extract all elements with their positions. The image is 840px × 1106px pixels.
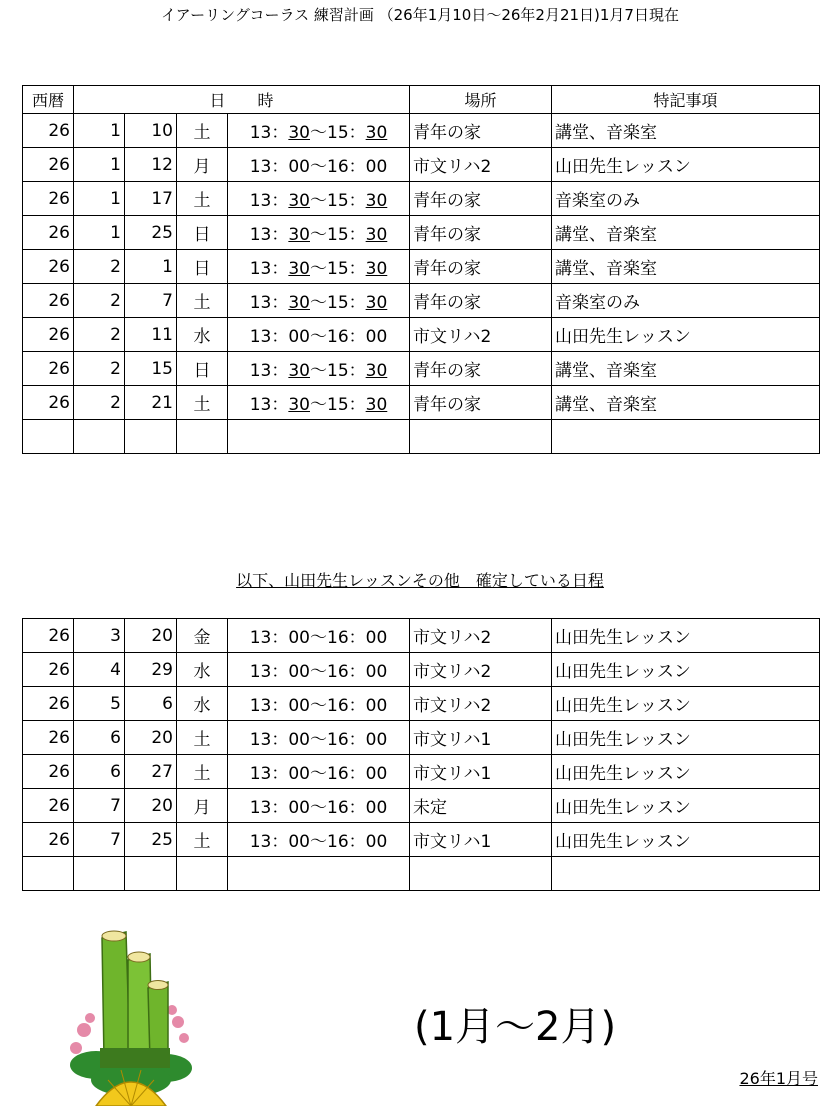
time-start-text: 13： xyxy=(249,293,289,313)
table-row xyxy=(23,687,820,721)
month-cell: 2 xyxy=(74,318,125,352)
place-cell: 青年の家 xyxy=(410,250,552,284)
place-cell: 市文リハ2 xyxy=(410,687,552,721)
time-cell: 13：00～16：00 xyxy=(228,619,410,653)
place-cell: 市文リハ2 xyxy=(410,653,552,687)
month-cell: 7 xyxy=(74,823,125,857)
time-cell xyxy=(228,284,410,318)
weekday-cell: 土 xyxy=(177,182,228,216)
table-row xyxy=(23,216,820,250)
weekday-cell: 金 xyxy=(177,619,228,653)
empty-cell xyxy=(74,857,125,891)
time-cell xyxy=(228,352,410,386)
empty-cell xyxy=(177,420,228,454)
note-cell: 講堂、音楽室 xyxy=(552,386,820,420)
day-cell: 25 xyxy=(125,216,177,250)
place-cell: 青年の家 xyxy=(410,284,552,318)
table-row xyxy=(23,114,820,148)
header-year: 西暦 xyxy=(23,86,74,114)
time-start-text: 13： xyxy=(249,123,289,143)
note-cell: 山田先生レッスン xyxy=(552,721,820,755)
note-cell: 山田先生レッスン xyxy=(552,653,820,687)
time-start-minutes: 30 xyxy=(288,395,310,415)
time-start-minutes: 30 xyxy=(288,191,310,211)
empty-cell xyxy=(23,420,74,454)
time-cell: 13：00～16：00 xyxy=(228,653,410,687)
time-cell xyxy=(228,216,410,250)
day-cell: 21 xyxy=(125,386,177,420)
month-cell: 6 xyxy=(74,755,125,789)
empty-cell xyxy=(410,857,552,891)
year-cell: 26 xyxy=(23,386,74,420)
time-end-text: ～15： xyxy=(310,191,366,211)
confirmed-subtitle: 以下、山田先生レッスンその他 確定している日程 xyxy=(236,571,604,590)
time-cell xyxy=(228,386,410,420)
note-cell: 山田先生レッスン xyxy=(552,619,820,653)
time-start-text: 13： xyxy=(249,395,289,415)
weekday-cell: 日 xyxy=(177,352,228,386)
month-cell: 3 xyxy=(74,619,125,653)
table-row xyxy=(23,721,820,755)
empty-cell xyxy=(125,420,177,454)
note-cell: 山田先生レッスン xyxy=(552,755,820,789)
table-row xyxy=(23,148,820,182)
weekday-cell: 月 xyxy=(177,148,228,182)
time-cell xyxy=(228,182,410,216)
time-start-text: 13： xyxy=(249,225,289,245)
day-cell: 25 xyxy=(125,823,177,857)
time-cell: 13：00～16：00 xyxy=(228,755,410,789)
time-start-text: 13：00～16：00 xyxy=(249,327,388,347)
year-cell: 26 xyxy=(23,148,74,182)
place-cell: 青年の家 xyxy=(410,216,552,250)
time-end-minutes: 30 xyxy=(365,123,388,143)
table-row xyxy=(23,823,820,857)
period-label: (1月～2月) xyxy=(414,1004,617,1050)
time-start-text: 13：00～16：00 xyxy=(249,157,388,177)
month-cell: 5 xyxy=(74,687,125,721)
table-row xyxy=(23,352,820,386)
time-cell: 13：00～16：00 xyxy=(228,823,410,857)
confirmed-schedule-table xyxy=(22,618,820,891)
table-row xyxy=(23,284,820,318)
time-start-minutes: 30 xyxy=(288,123,310,143)
year-cell: 26 xyxy=(23,687,74,721)
empty-cell xyxy=(125,857,177,891)
time-end-text: ～15： xyxy=(310,293,366,313)
day-cell: 7 xyxy=(125,284,177,318)
empty-cell xyxy=(74,420,125,454)
day-cell: 20 xyxy=(125,789,177,823)
schedule-table xyxy=(22,85,820,454)
day-cell: 1 xyxy=(125,250,177,284)
day-cell: 27 xyxy=(125,755,177,789)
note-cell: 講堂、音楽室 xyxy=(552,114,820,148)
page-title: イアーリングコーラス 練習計画 （26年1月10日～26年2月21日)1月7日現在 xyxy=(161,6,679,24)
month-cell: 1 xyxy=(74,148,125,182)
day-cell: 20 xyxy=(125,721,177,755)
weekday-cell: 土 xyxy=(177,284,228,318)
month-cell: 1 xyxy=(74,114,125,148)
empty-cell xyxy=(552,857,820,891)
place-cell: 未定 xyxy=(410,789,552,823)
note-cell: 山田先生レッスン xyxy=(552,148,820,182)
month-cell: 4 xyxy=(74,653,125,687)
time-cell: 13：00～16：00 xyxy=(228,789,410,823)
day-cell: 11 xyxy=(125,318,177,352)
month-cell: 7 xyxy=(74,789,125,823)
time-start-text: 13： xyxy=(249,361,289,381)
empty-cell xyxy=(23,857,74,891)
day-cell: 6 xyxy=(125,687,177,721)
time-end-text: ～15： xyxy=(310,259,366,279)
year-cell: 26 xyxy=(23,352,74,386)
year-cell: 26 xyxy=(23,284,74,318)
place-cell: 青年の家 xyxy=(410,114,552,148)
place-cell: 青年の家 xyxy=(410,182,552,216)
note-cell: 山田先生レッスン xyxy=(552,823,820,857)
time-cell xyxy=(228,250,410,284)
weekday-cell: 日 xyxy=(177,250,228,284)
year-cell: 26 xyxy=(23,789,74,823)
place-cell: 市文リハ1 xyxy=(410,721,552,755)
time-cell xyxy=(228,318,410,352)
weekday-cell: 水 xyxy=(177,687,228,721)
time-start-text: 13： xyxy=(249,259,289,279)
time-cell: 13：00～16：00 xyxy=(228,721,410,755)
weekday-cell: 土 xyxy=(177,386,228,420)
year-cell: 26 xyxy=(23,755,74,789)
time-end-minutes: 30 xyxy=(365,361,388,381)
empty-cell xyxy=(552,420,820,454)
table-row xyxy=(23,250,820,284)
time-end-text: ～15： xyxy=(310,395,366,415)
time-start-minutes: 30 xyxy=(288,259,310,279)
time-end-minutes: 30 xyxy=(365,225,388,245)
day-cell: 10 xyxy=(125,114,177,148)
place-cell: 市文リハ2 xyxy=(410,619,552,653)
time-cell xyxy=(228,148,410,182)
year-cell: 26 xyxy=(23,216,74,250)
weekday-cell: 土 xyxy=(177,114,228,148)
weekday-cell: 水 xyxy=(177,653,228,687)
table-header-row xyxy=(23,86,820,114)
time-end-minutes: 30 xyxy=(365,293,388,313)
time-cell: 13：00～16：00 xyxy=(228,687,410,721)
weekday-cell: 日 xyxy=(177,216,228,250)
day-cell: 20 xyxy=(125,619,177,653)
issue-label: 26年1月号 xyxy=(739,1069,818,1088)
place-cell: 青年の家 xyxy=(410,386,552,420)
empty-row xyxy=(23,420,820,454)
table-row xyxy=(23,653,820,687)
year-cell: 26 xyxy=(23,182,74,216)
day-cell: 15 xyxy=(125,352,177,386)
year-cell: 26 xyxy=(23,114,74,148)
time-cell xyxy=(228,114,410,148)
note-cell: 講堂、音楽室 xyxy=(552,250,820,284)
month-cell: 1 xyxy=(74,182,125,216)
day-cell: 17 xyxy=(125,182,177,216)
empty-cell xyxy=(177,857,228,891)
header-place: 場所 xyxy=(410,86,552,114)
table-row xyxy=(23,182,820,216)
note-cell: 山田先生レッスン xyxy=(552,687,820,721)
month-cell: 6 xyxy=(74,721,125,755)
time-end-text: ～15： xyxy=(310,123,366,143)
place-cell: 市文リハ2 xyxy=(410,148,552,182)
time-end-text: ～15： xyxy=(310,225,366,245)
empty-cell xyxy=(228,857,410,891)
month-cell: 2 xyxy=(74,352,125,386)
year-cell: 26 xyxy=(23,250,74,284)
kadomatsu-icon xyxy=(66,930,196,1106)
header-notes: 特記事項 xyxy=(552,86,820,114)
time-start-minutes: 30 xyxy=(288,293,310,313)
year-cell: 26 xyxy=(23,619,74,653)
table-row xyxy=(23,619,820,653)
time-start-minutes: 30 xyxy=(288,361,310,381)
note-cell: 山田先生レッスン xyxy=(552,318,820,352)
year-cell: 26 xyxy=(23,823,74,857)
empty-cell xyxy=(228,420,410,454)
place-cell: 青年の家 xyxy=(410,352,552,386)
weekday-cell: 土 xyxy=(177,755,228,789)
header-datetime: 日 時 xyxy=(74,86,410,114)
year-cell: 26 xyxy=(23,721,74,755)
year-cell: 26 xyxy=(23,653,74,687)
month-cell: 1 xyxy=(74,216,125,250)
time-end-minutes: 30 xyxy=(365,259,388,279)
empty-cell xyxy=(410,420,552,454)
place-cell: 市文リハ2 xyxy=(410,318,552,352)
month-cell: 2 xyxy=(74,386,125,420)
note-cell: 講堂、音楽室 xyxy=(552,352,820,386)
note-cell: 講堂、音楽室 xyxy=(552,216,820,250)
year-cell: 26 xyxy=(23,318,74,352)
note-cell: 音楽室のみ xyxy=(552,182,820,216)
note-cell: 音楽室のみ xyxy=(552,284,820,318)
weekday-cell: 土 xyxy=(177,721,228,755)
note-cell: 山田先生レッスン xyxy=(552,789,820,823)
time-end-minutes: 30 xyxy=(365,191,388,211)
time-start-minutes: 30 xyxy=(288,225,310,245)
table-row xyxy=(23,386,820,420)
table-row xyxy=(23,789,820,823)
place-cell: 市文リハ1 xyxy=(410,823,552,857)
month-cell: 2 xyxy=(74,284,125,318)
weekday-cell: 水 xyxy=(177,318,228,352)
place-cell: 市文リハ1 xyxy=(410,755,552,789)
day-cell: 12 xyxy=(125,148,177,182)
table-row xyxy=(23,755,820,789)
day-cell: 29 xyxy=(125,653,177,687)
time-end-minutes: 30 xyxy=(365,395,388,415)
time-start-text: 13： xyxy=(249,191,289,211)
month-cell: 2 xyxy=(74,250,125,284)
weekday-cell: 土 xyxy=(177,823,228,857)
time-end-text: ～15： xyxy=(310,361,366,381)
weekday-cell: 月 xyxy=(177,789,228,823)
empty-row xyxy=(23,857,820,891)
table-row xyxy=(23,318,820,352)
